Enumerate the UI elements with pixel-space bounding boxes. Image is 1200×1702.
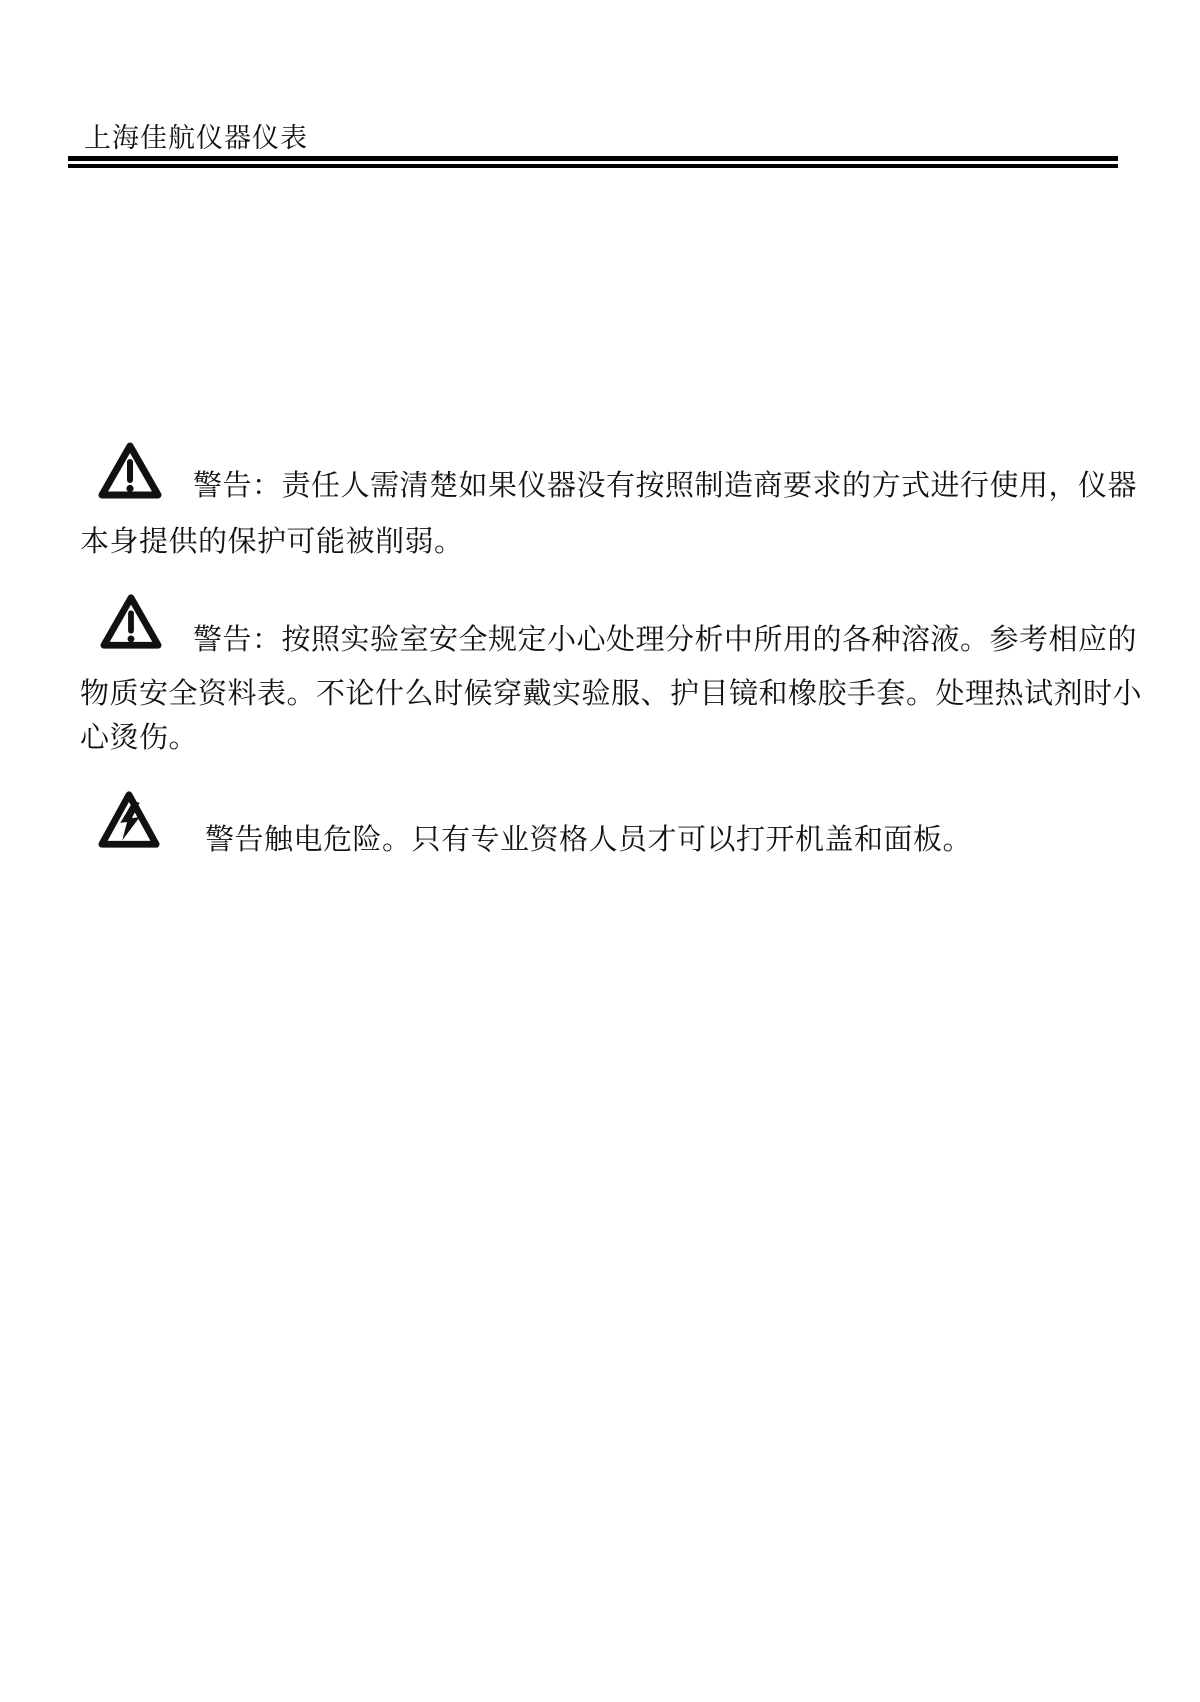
warning-2-text-line-2: 物质安全资料表。不论什么时候穿戴实验服、护目镜和橡胶手套。处理热试剂时小 [80, 678, 1143, 710]
page-header-title: 上海佳航仪器仪表 [84, 123, 308, 153]
warning-triangle-exclamation-icon [98, 440, 162, 502]
warning-3-text-line-1: 警告触电危险。只有专业资格人员才可以打开机盖和面板。 [205, 824, 973, 856]
warning-1-text-line-2: 本身提供的保护可能被削弱。 [80, 526, 464, 558]
header-double-rule [68, 156, 1118, 168]
warning-2-text-line-3: 心烫伤。 [80, 722, 199, 754]
header-rule-bottom-line [68, 164, 1118, 168]
high-voltage-triangle-icon [98, 788, 162, 850]
warning-triangle-exclamation-icon [100, 592, 164, 654]
warning-2-text-line-1: 警告：按照实验室安全规定小心处理分析中所用的各种溶液。参考相应的 [193, 624, 1138, 656]
warning-1-text-line-1: 警告：责任人需清楚如果仪器没有按照制造商要求的方式进行使用，仪器 [193, 470, 1138, 502]
